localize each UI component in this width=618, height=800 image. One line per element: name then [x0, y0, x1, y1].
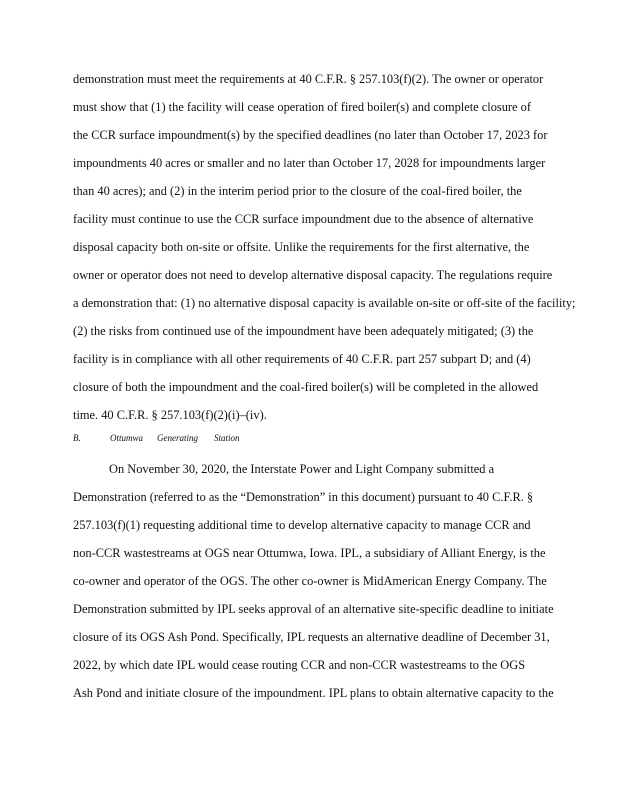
text-line: co-owner and operator of the OGS. The other co-owner is MidAmerican Energy Company. The [73, 574, 547, 588]
text-line: the CCR surface impoundment(s) by the specified deadlines (no later than October 17, 2023 for [73, 128, 548, 142]
text-line: On November 30, 2020, the Interstate Power and Light Company submitted a [109, 462, 495, 476]
text-line: demonstration must meet the requirements at 40 C.F.R. § 257.103(f)(2). The owner or operator [73, 72, 544, 86]
section-heading-word: Station [214, 433, 240, 443]
text-line: must show that (1) the facility will cease operation of fired boiler(s) and complete closure of [73, 100, 531, 114]
text-line: than 40 acres); and (2) in the interim period prior to the closure of the coal-fired boiler, the [73, 184, 522, 198]
text-line: 2022, by which date IPL would cease routing CCR and non-CCR wastestreams to the OGS [73, 658, 526, 672]
text-line: facility must continue to use the CCR surface impoundment due to the absence of alternative [73, 212, 534, 226]
section-heading-letter: B. [73, 433, 81, 443]
text-line: closure of both the impoundment and the coal-fired boiler(s) will be completed in the allowed [73, 380, 539, 394]
text-line: owner or operator does not need to develop alternative disposal capacity. The regulations require [73, 268, 553, 282]
text-line: disposal capacity both on-site or offsite. Unlike the requirements for the first alternative, the [73, 240, 530, 254]
text-line: non-CCR wastestreams at OGS near Ottumwa, Iowa. IPL, a subsidiary of Alliant Energy, is the [73, 546, 546, 560]
text-line: impoundments 40 acres or smaller and no later than October 17, 2028 for impoundments larger [73, 156, 546, 170]
section-heading-word: Ottumwa [110, 433, 144, 443]
section-heading-word: Generating [157, 433, 198, 443]
text-line: Demonstration submitted by IPL seeks approval of an alternative site-specific deadline to initiate [73, 602, 554, 616]
text-line: (2) the risks from continued use of the impoundment have been adequately mitigated; (3) the [73, 324, 534, 338]
text-line: facility is in compliance with all other requirements of 40 C.F.R. part 257 subpart D; and (4) [73, 352, 531, 366]
text-line: Ash Pond and initiate closure of the impoundment. IPL plans to obtain alternative capacity to the [73, 686, 554, 700]
text-line: 257.103(f)(1) requesting additional time to develop alternative capacity to manage CCR and [73, 518, 531, 532]
text-line: a demonstration that: (1) no alternative disposal capacity is available on-site or off-site of the facility; [73, 296, 576, 310]
text-line: Demonstration (referred to as the “Demonstration” in this document) pursuant to 40 C.F.R. § [73, 490, 534, 504]
text-line: time. 40 C.F.R. § 257.103(f)(2)(i)–(iv). [73, 408, 267, 422]
section-heading [73, 433, 240, 443]
text-line: closure of its OGS Ash Pond. Specifically, IPL requests an alternative deadline of December 31, [73, 630, 550, 644]
